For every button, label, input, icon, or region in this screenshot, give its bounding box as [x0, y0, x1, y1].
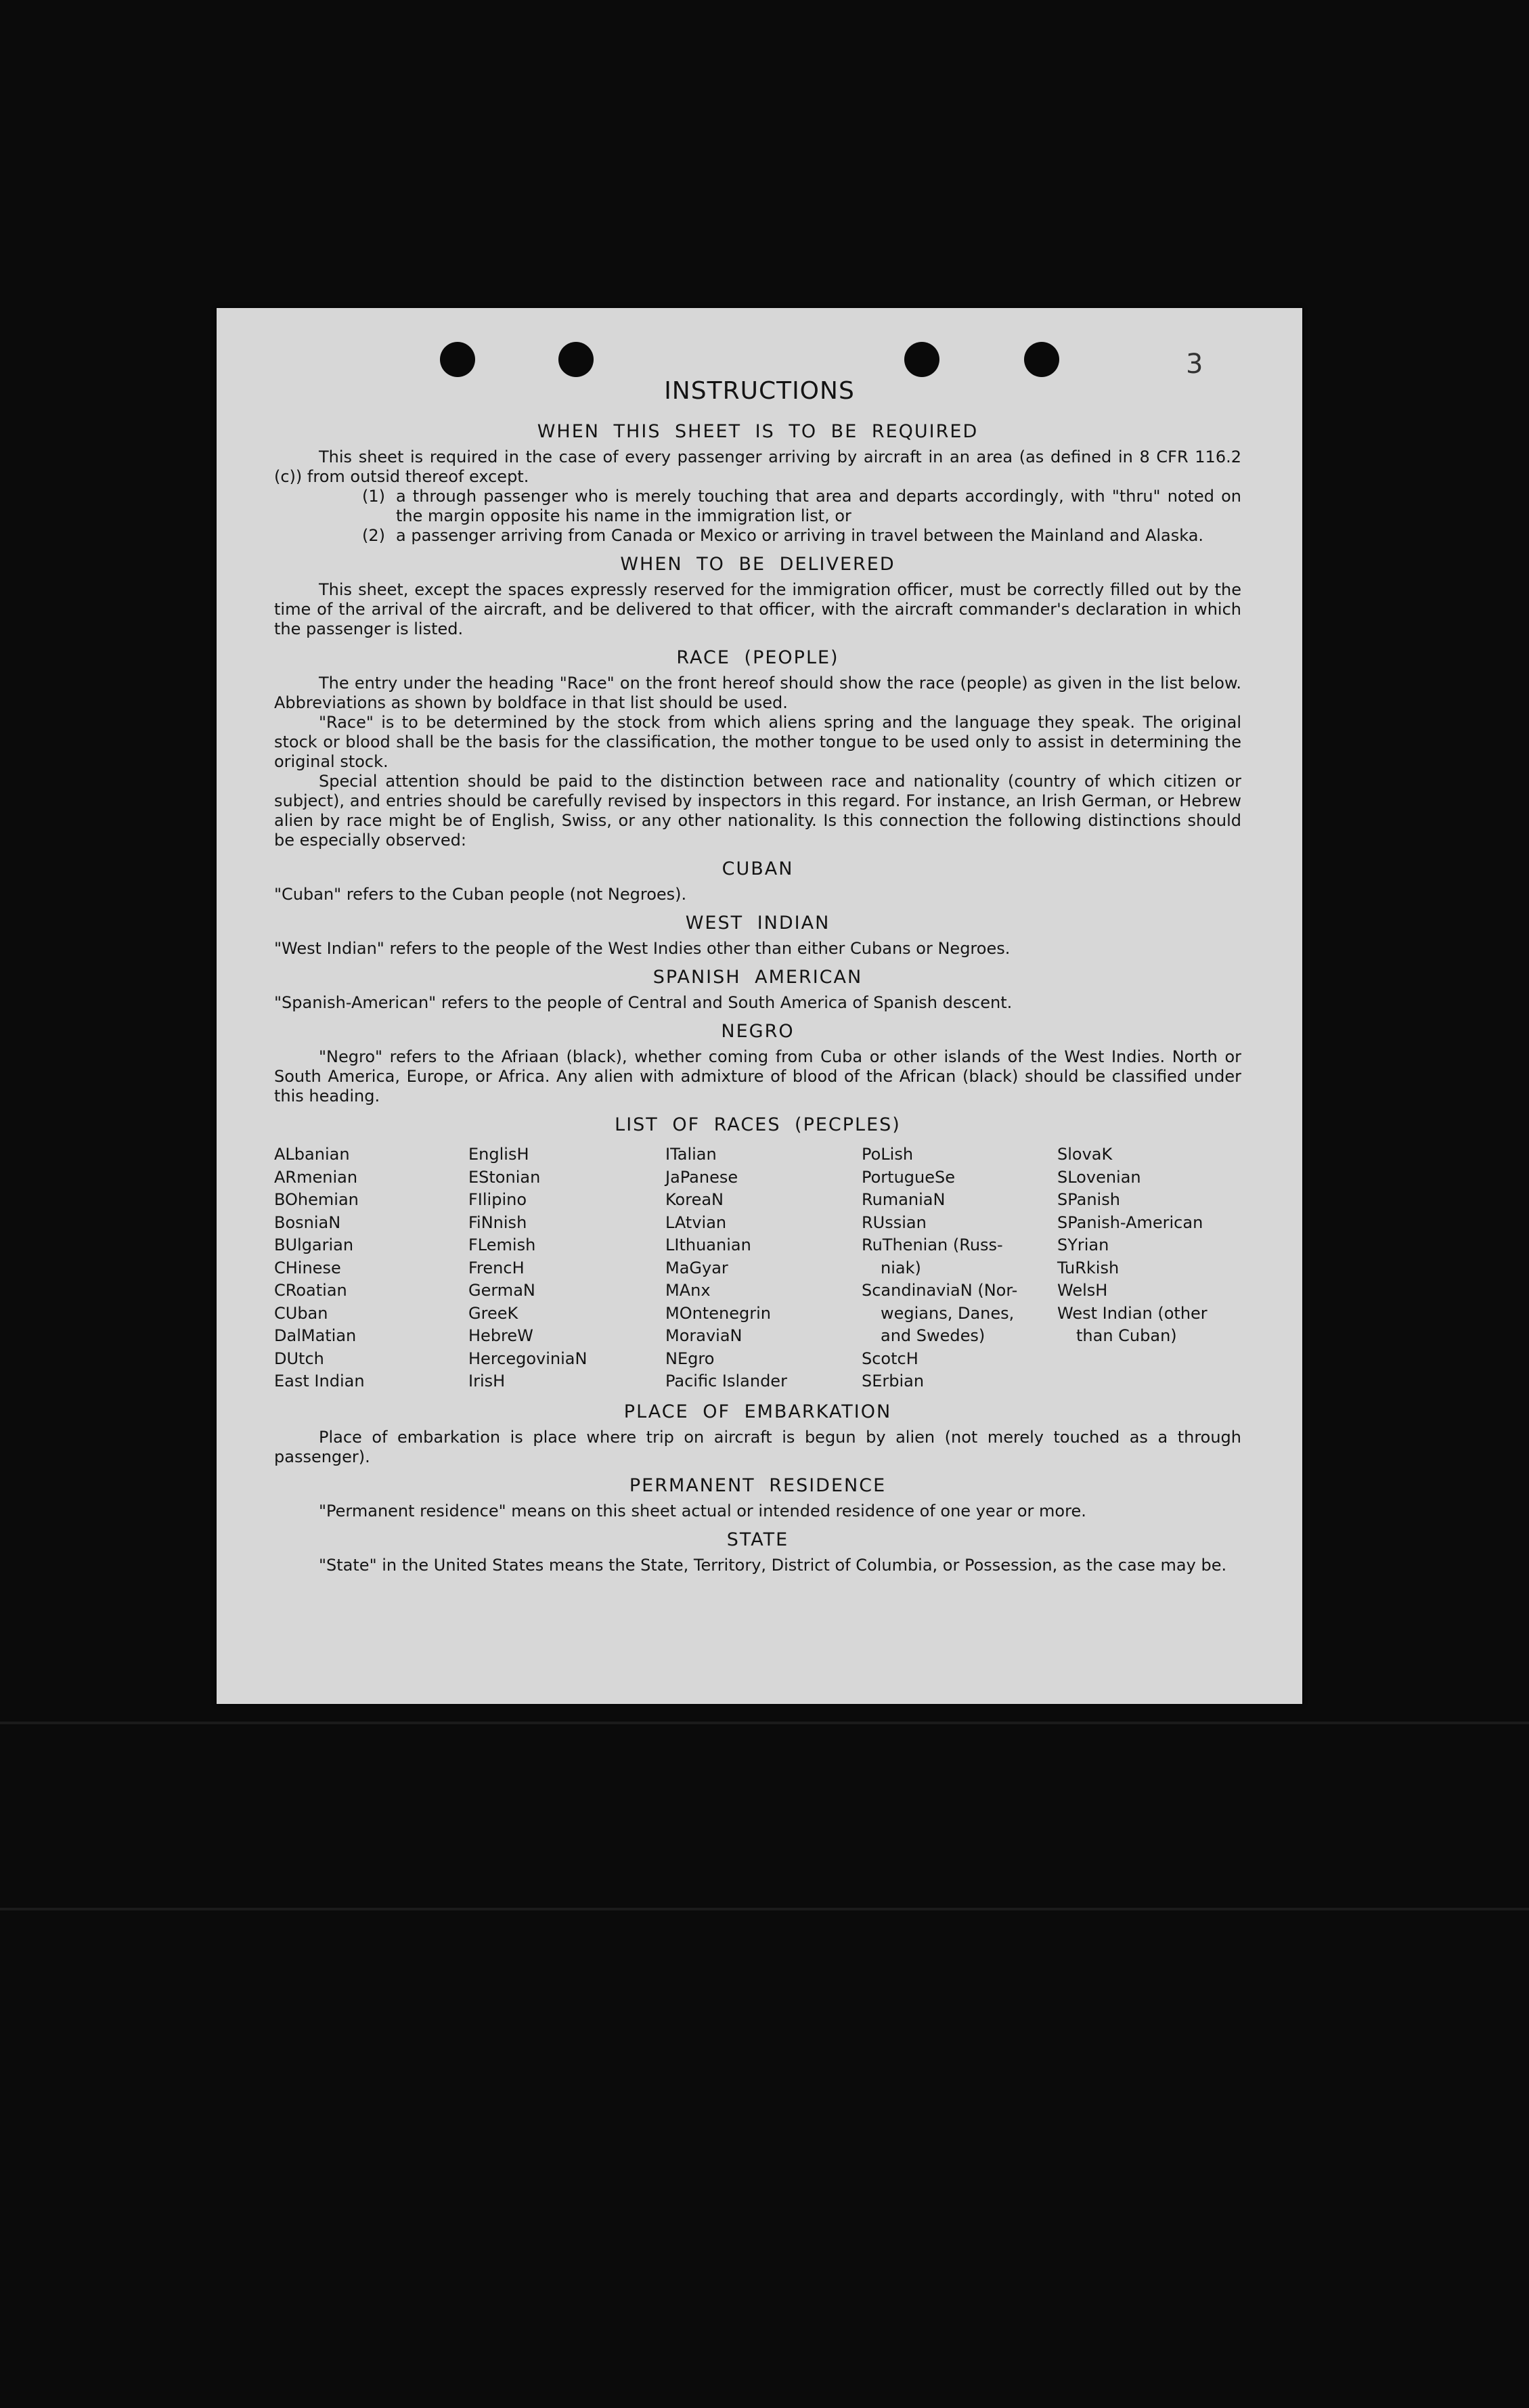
race-entry: ARmenian	[274, 1167, 358, 1187]
race-paragraph-2: "Race" is to be determined by the stock from which aliens spring and the language they speak. The original stock or blood shall be the basis for the classification, the mother tongue to be used only to assist in determining the original stock.	[274, 713, 1241, 771]
race-entry-continuation: niak)	[881, 1258, 921, 1277]
race-entry: BUlgarian	[274, 1235, 354, 1254]
race-column	[665, 1143, 862, 1393]
state-text: "State" in the United States means the State, Territory, District of Columbia, or Possession, as the case may be.	[319, 1555, 1227, 1575]
race-entry: ScandinaviaN (Nor-	[862, 1281, 1018, 1300]
heading-list-of-races: LIST OF RACES (PECPLES)	[615, 1114, 901, 1135]
document-body	[274, 413, 1241, 1575]
heading-spanish-american: SPANISH AMERICAN	[652, 967, 863, 988]
race-entry-continuation: and Swedes)	[881, 1326, 985, 1345]
race-paragraph-3: Special attention should be paid to the distinction between race and nationality (country of which citizen or subject), and entries should be carefully revised by inspectors in this regard. For instance, an Irish German, or Hebrew alien by race might be of English, Swiss, or any other nationality. Is this connection the following distinctions should be especially observed:	[274, 772, 1241, 850]
race-entry: LAtvian	[665, 1212, 727, 1232]
race-entry: EnglisH	[468, 1145, 529, 1164]
race-entry: CRoatian	[274, 1281, 347, 1300]
negro-text: "Negro" refers to the Afriaan (black), whether coming from Cuba or other islands of the West Indies. North or South America, Europe, or Africa. Any alien with admixture of blood of the African (black) should be classified under this heading.	[274, 1047, 1241, 1106]
race-column	[1057, 1143, 1241, 1393]
race-entry: ITalian	[665, 1145, 717, 1164]
race-entry: East Indian	[274, 1372, 365, 1391]
race-entry: ScotcH	[862, 1349, 918, 1368]
heading-cuban: CUBAN	[722, 858, 794, 879]
race-entry: EStonian	[468, 1167, 541, 1187]
race-entry: FIlipino	[468, 1190, 527, 1209]
heading-place-of-embarkation: PLACE OF EMBARKATION	[623, 1401, 892, 1422]
race-entry: RuThenian (Russ-	[862, 1235, 1003, 1254]
exception-item	[274, 526, 1241, 546]
race-entry: TuRkish	[1057, 1258, 1120, 1277]
heading-state: STATE	[726, 1529, 789, 1550]
race-column	[862, 1143, 1057, 1393]
race-list	[274, 1143, 1241, 1393]
race-entry: ALbanian	[274, 1145, 350, 1164]
race-entry: CUban	[274, 1303, 328, 1323]
punch-hole	[440, 342, 475, 377]
race-entry: PoLish	[862, 1145, 914, 1164]
race-entry: GreeK	[468, 1303, 518, 1323]
race-entry: BosniaN	[274, 1212, 341, 1232]
race-entry: NEgro	[665, 1349, 715, 1368]
race-entry: SlovaK	[1057, 1145, 1113, 1164]
punch-hole	[904, 342, 939, 377]
heading-negro: NEGRO	[721, 1021, 795, 1042]
race-entry: MoraviaN	[665, 1326, 743, 1345]
race-entry: KoreaN	[665, 1190, 724, 1209]
race-entry: BOhemian	[274, 1190, 359, 1209]
race-entry: GermaN	[468, 1281, 535, 1300]
exception-number: (1)	[362, 487, 385, 506]
race-column	[468, 1143, 665, 1393]
race-entry: SPanish	[1057, 1190, 1120, 1209]
exception-text: a passenger arriving from Canada or Mexico or arriving in travel between the Mainland and Alaska.	[396, 526, 1204, 545]
race-paragraph-1: The entry under the heading "Race" on the front hereof should show the race (people) as given in the list below. Abbreviations as shown by boldface in that list should be used.	[274, 674, 1241, 712]
race-entry: RumaniaN	[862, 1190, 946, 1209]
race-entry: JaPanese	[665, 1167, 738, 1187]
exception-number: (2)	[362, 526, 385, 545]
race-entry: RUssian	[862, 1212, 927, 1232]
race-entry: West Indian (other	[1057, 1303, 1207, 1323]
race-entry: SErbian	[862, 1372, 925, 1391]
when-delivered-text: This sheet, except the spaces expressly reserved for the immigration officer, must be correctly filled out by the time of the arrival of the aircraft, and be delivered to that officer, with the aircraft commander's declaration in which the passenger is listed.	[274, 580, 1241, 638]
heading-when-delivered: WHEN TO BE DELIVERED	[620, 554, 895, 575]
cuban-text: "Cuban" refers to the Cuban people (not Negroes).	[274, 885, 687, 904]
west-indian-text: "West Indian" refers to the people of the West Indies other than either Cubans or Negroes.	[274, 939, 1011, 958]
race-entry: LIthuanian	[665, 1235, 751, 1254]
race-entry: DalMatian	[274, 1326, 357, 1345]
race-entry: SPanish-American	[1057, 1212, 1203, 1232]
race-entry: Pacific Islander	[665, 1372, 787, 1391]
punch-hole	[1024, 342, 1059, 377]
embarkation-text: Place of embarkation is place where trip on aircraft is begun by alien (not merely touched as a through passenger).	[274, 1427, 1241, 1466]
race-entry: MaGyar	[665, 1258, 728, 1277]
race-entry: WelsH	[1057, 1281, 1108, 1300]
race-entry: PortugueSe	[862, 1167, 955, 1187]
race-entry: IrisH	[468, 1372, 506, 1391]
race-entry: MOntenegrin	[665, 1303, 771, 1323]
race-entry: DUtch	[274, 1349, 324, 1368]
exception-item	[274, 487, 1241, 526]
exception-text: a through passenger who is merely touching that area and departs accordingly, with "thru" noted on the margin opposite his name in the immigration list, or	[396, 487, 1241, 525]
heading-west-indian: WEST INDIAN	[685, 913, 830, 934]
heading-permanent-residence: PERMANENT RESIDENCE	[629, 1474, 887, 1496]
heading-race: RACE (PEOPLE)	[676, 647, 839, 668]
race-entry: CHinese	[274, 1258, 341, 1277]
spanish-american-text: "Spanish-American" refers to the people of Central and South America of Spanish descent.	[274, 993, 1013, 1012]
race-entry: HebreW	[468, 1326, 533, 1345]
corner-mark: 3	[1186, 349, 1203, 380]
permanent-residence-text: "Permanent residence" means on this sheet actual or intended residence of one year or more.	[319, 1501, 1086, 1520]
instruction-sheet	[217, 308, 1302, 1704]
punch-hole	[558, 342, 594, 377]
race-entry: SLovenian	[1057, 1167, 1141, 1187]
race-entry: FiNnish	[468, 1212, 527, 1232]
race-entry: MAnx	[665, 1281, 711, 1300]
document-title: INSTRUCTIONS	[664, 377, 855, 405]
when-required-intro: This sheet is required in the case of every passenger arriving by aircraft in an area (as defined in 8 CFR 116.2 (c)) from outsid thereof except.	[274, 447, 1241, 486]
race-entry-continuation: than Cuban)	[1076, 1326, 1177, 1345]
heading-when-required: WHEN THIS SHEET IS TO BE REQUIRED	[537, 421, 979, 442]
race-column	[274, 1143, 468, 1393]
race-entry: FLemish	[468, 1235, 536, 1254]
race-entry-continuation: wegians, Danes,	[881, 1303, 1015, 1323]
race-entry: SYrian	[1057, 1235, 1109, 1254]
race-entry: HercegoviniaN	[468, 1349, 588, 1368]
race-entry: FrencH	[468, 1258, 525, 1277]
